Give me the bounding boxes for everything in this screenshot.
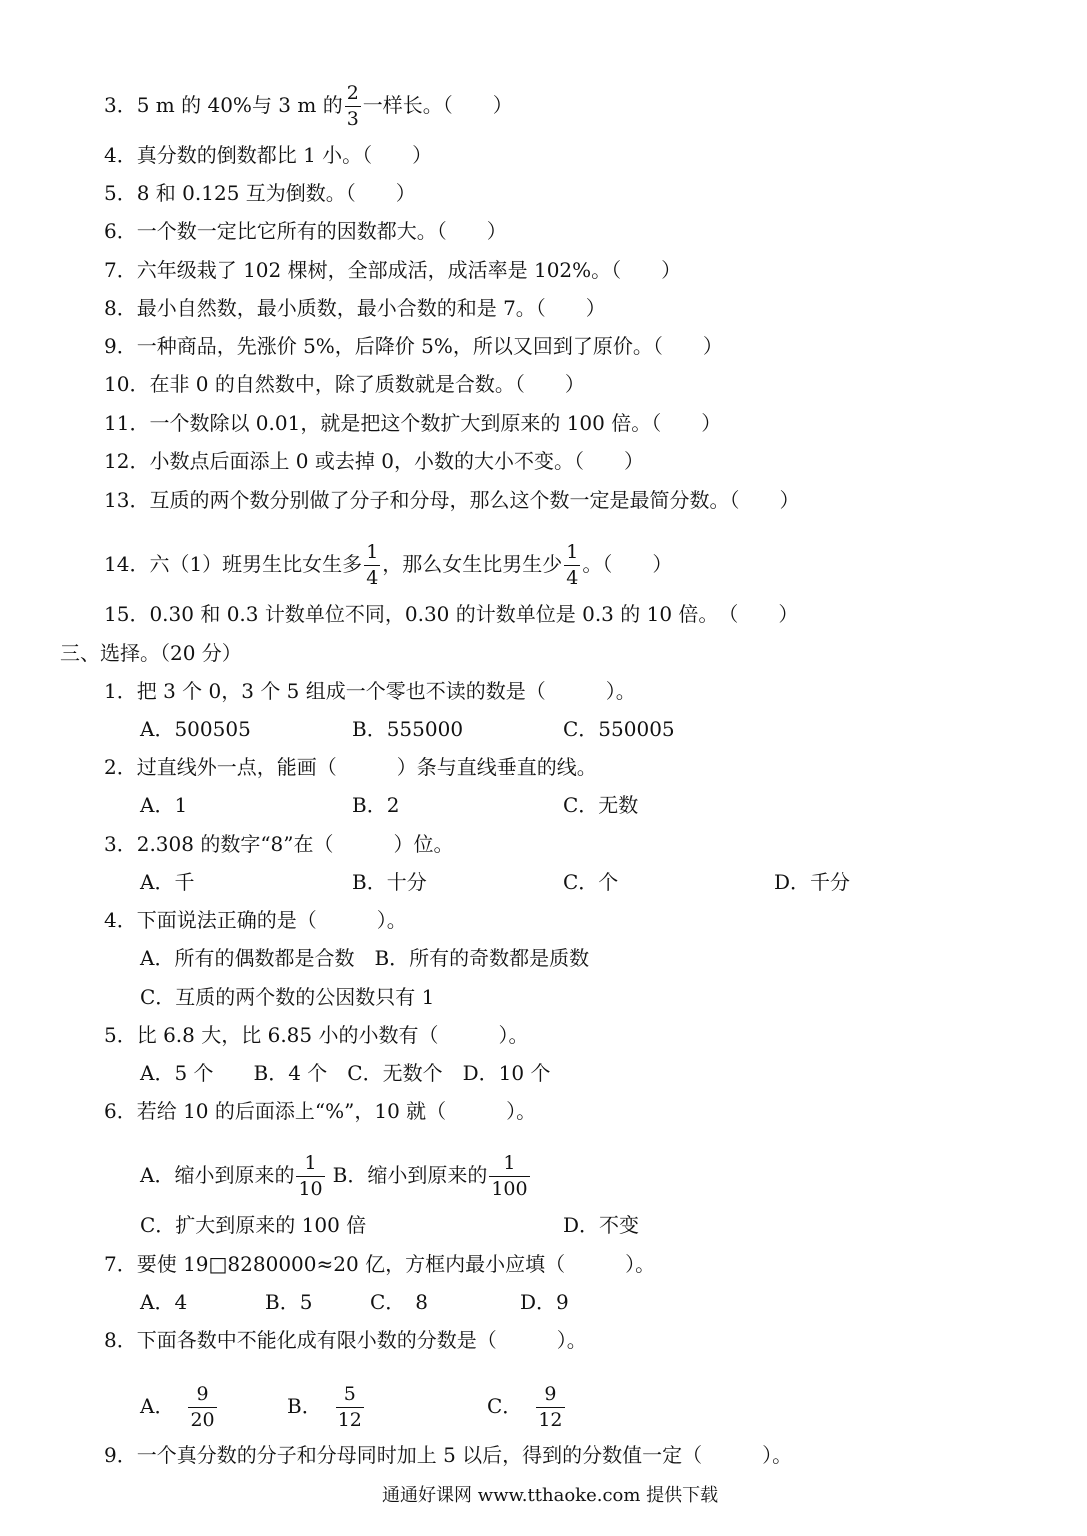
fraction (489, 1154, 529, 1199)
judge-q7: 7．六年级栽了 102 棵树，全部成活，成活率是 102%。（ ） (104, 258, 682, 282)
choice-q7-stem: 7．要使 19□8280000≈20 亿，方框内最小应填（ ）。 (104, 1252, 656, 1276)
fraction (296, 1154, 324, 1199)
choice-q7-option-c: C． 8 (370, 1290, 429, 1314)
choice-q1-option-b: B．555000 (352, 717, 464, 741)
option-label: A． (140, 1394, 175, 1418)
choice-q6-stem: 6．若给 10 的后面添上“%”，10 就（ ）。 (104, 1099, 537, 1123)
judge-q3-post: 一样长。（ ） (362, 93, 513, 117)
fraction (336, 1385, 364, 1430)
fraction (188, 1385, 216, 1430)
fraction-numerator: 1 (503, 1152, 516, 1174)
choice-q7-option-d: D．9 (520, 1290, 569, 1314)
judge-q11: 11．一个数除以 0.01，就是把这个数扩大到原来的 100 倍。（ ） (104, 411, 722, 435)
fraction-numerator: 2 (346, 82, 359, 104)
fraction-denominator: 3 (346, 108, 359, 130)
judge-q10: 10．在非 0 的自然数中，除了质数就是合数。（ ） (104, 372, 585, 396)
choice-q1-option-c: C．550005 (563, 717, 675, 741)
judge-q5: 5．8 和 0.125 互为倒数。（ ） (104, 181, 416, 205)
fraction-denominator: 4 (366, 567, 379, 589)
fraction-numerator: 1 (366, 541, 379, 563)
judge-q15: 15．0.30 和 0.3 计数单位不同，0.30 的计数单位是 0.3 的 10 倍。 （ ） (104, 602, 799, 626)
choice-q2-option-c: C．无数 (563, 793, 639, 817)
judge-q4: 4．真分数的倒数都比 1 小。（ ） (104, 143, 433, 167)
fraction-numerator: 5 (343, 1383, 356, 1405)
choice-q5-stem: 5．比 6.8 大，比 6.85 小的小数有（ ）。 (104, 1023, 529, 1047)
fraction-numerator: 9 (196, 1383, 209, 1405)
fraction-numerator: 9 (544, 1383, 557, 1405)
fraction (536, 1385, 564, 1430)
choice-q9-stem: 9．一个真分数的分子和分母同时加上 5 以后，得到的分数值一定（ ）。 (104, 1443, 793, 1467)
judge-q6: 6．一个数一定比它所有的因数都大。（ ） (104, 219, 507, 243)
judge-q3-pre: 3．5 m 的 40%与 3 m 的 (104, 93, 343, 117)
choice-q6-option-a: A．缩小到原来的 (140, 1163, 295, 1187)
choice-q2-option-b: B．2 (352, 793, 400, 817)
choice-q8-option-c (487, 1385, 567, 1430)
choice-q7-option-a: A．4 (140, 1290, 188, 1314)
choice-q8-option-b (287, 1385, 366, 1430)
fraction-numerator: 1 (304, 1152, 317, 1174)
section-heading: 三、选择。（20 分） (60, 641, 242, 665)
judge-q14 (104, 543, 672, 588)
option-label: C． (487, 1394, 523, 1418)
choice-q6-options-ab (140, 1154, 532, 1199)
option-label: B． (287, 1394, 322, 1418)
choice-q2-option-a: A．1 (140, 793, 188, 817)
choice-q2-stem: 2．过直线外一点，能画（ ）条与直线垂直的线。 (104, 755, 597, 779)
fraction (364, 543, 380, 588)
judge-q14-post: 。（ ） (582, 552, 673, 576)
choice-q4-stem: 4．下面说法正确的是（ ）。 (104, 908, 407, 932)
choice-q8-stem: 8．下面各数中不能化成有限小数的分数是（ ）。 (104, 1328, 587, 1352)
choice-q4-options-ab: A．所有的偶数都是合数 B．所有的奇数都是质数 (140, 946, 590, 970)
judge-q3 (104, 84, 513, 129)
choice-q6-option-d: D．不变 (563, 1213, 640, 1237)
judge-q14-pre: 14．六（1）班男生比女生多 (104, 552, 363, 576)
choice-q6-option-c: C．扩大到原来的 100 倍 (140, 1213, 367, 1237)
choice-q3-option-a: A．千 (140, 870, 195, 894)
choice-q6-option-b: B．缩小到原来的 (332, 1163, 488, 1187)
fraction (345, 84, 361, 129)
choice-q1-stem: 1．把 3 个 0，3 个 5 组成一个零也不读的数是（ ）。 (104, 679, 636, 703)
fraction-denominator: 10 (298, 1178, 323, 1200)
choice-q1-option-a: A．500505 (140, 717, 251, 741)
judge-q13: 13．互质的两个数分别做了分子和分母，那么这个数一定是最简分数。（ ） (104, 488, 800, 512)
choice-q3-stem: 3．2.308 的数字“8”在（ ）位。 (104, 832, 454, 856)
judge-q14-mid: ，那么女生比男生少 (382, 552, 563, 576)
fraction-denominator: 12 (337, 1409, 362, 1431)
choice-q3-option-c: C．个 (563, 870, 619, 894)
fraction-denominator: 12 (538, 1409, 563, 1431)
fraction-denominator: 4 (566, 567, 579, 589)
choice-q3-option-b: B．十分 (352, 870, 427, 894)
footer-watermark: 通通好课网 www.tthaoke.com 提供下载 (382, 1485, 719, 1506)
fraction (564, 543, 580, 588)
fraction-numerator: 1 (566, 541, 579, 563)
judge-q8: 8．最小自然数，最小质数，最小合数的和是 7。（ ） (104, 296, 606, 320)
fraction-denominator: 20 (190, 1409, 215, 1431)
choice-q8-option-a (140, 1385, 219, 1430)
judge-q9: 9．一种商品，先涨价 5%，后降价 5%，所以又回到了原价。（ ） (104, 334, 723, 358)
choice-q7-option-b: B．5 (265, 1290, 313, 1314)
choice-q4-option-c: C．互质的两个数的公因数只有 1 (140, 985, 435, 1009)
judge-q12: 12．小数点后面添上 0 或去掉 0，小数的大小不变。（ ） (104, 449, 644, 473)
choice-q3-option-d: D．千分 (774, 870, 851, 894)
fraction-denominator: 100 (491, 1178, 528, 1200)
choice-q5-options: A．5 个 B．4 个 C．无数个 D．10 个 (140, 1061, 551, 1085)
